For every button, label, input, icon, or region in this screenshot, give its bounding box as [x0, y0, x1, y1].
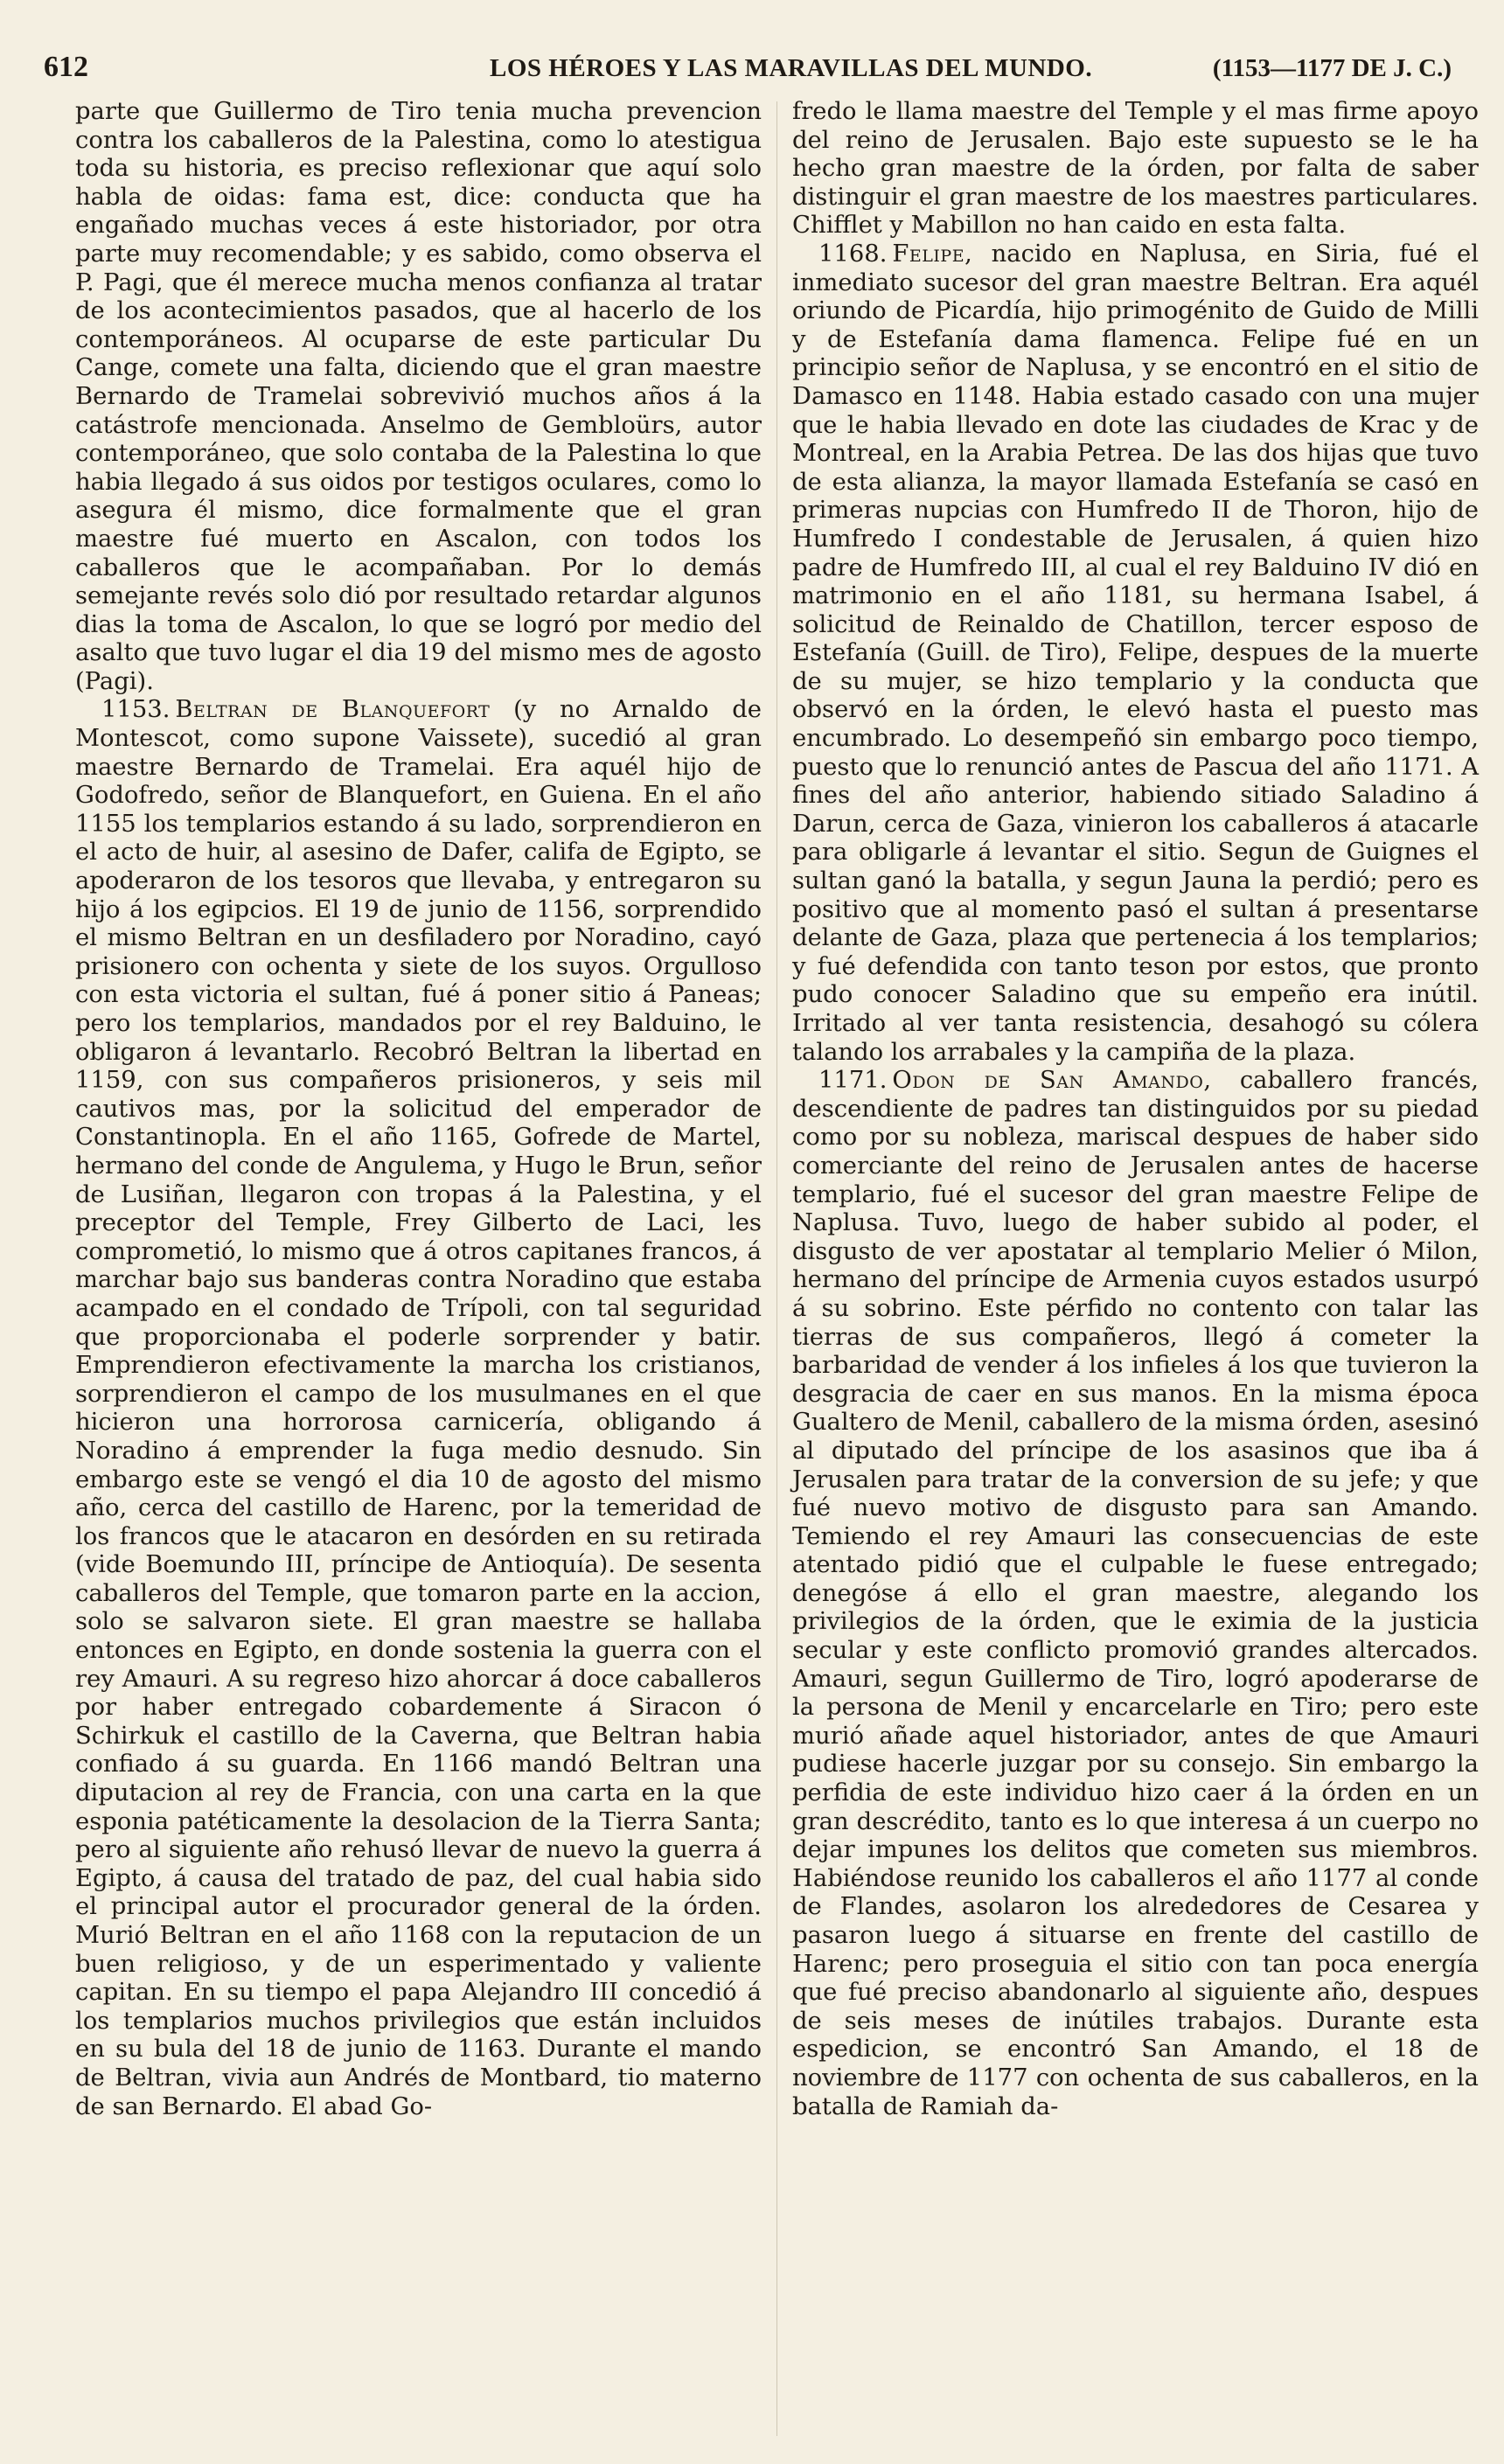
entry-year: 1168. [818, 240, 888, 268]
paragraph: parte que Guillermo de Tiro tenia mucha prevencion contra los caballeros de la Palestina, como lo atestigua toda su historia, es preciso reflexionar que aquí solo habla de oidas: fama est, dice: conducta que ha engañado muchas veces á este historiador, por otra parte muy recomendable; y es sabido, como observa el P. Pagi, que él merece mucha menos confianza al tratar de los acontecimientos pasados, que al hacerlo de los contemporáneos. Al ocuparse de este particular Du Cange, comete una falta, diciendo que el gran maestre Bernardo de Tramelai sobrevivió muchos años á la catástrofe mencionada. Anselmo de Gembloürs, autor contemporáneo, que solo contaba de la Palestina lo que habia llegado á sus oidos por testigos oculares, como lo asegura él mismo, dice formalmente que el gran maestre fué muerto en Ascalon, con todos los caballeros que le acompañaban. Por lo demás semejante revés solo dió por resultado retardar algunos dias la toma de Ascalon, lo que se logró por medio del asalto que tuvo lugar el dia 19 del mismo mes de agosto (Pagi). [75, 98, 762, 695]
entry-beltran [75, 696, 762, 2121]
page-number: 612 [44, 51, 88, 83]
paragraph: fredo le llama maestre del Temple y el mas firme apoyo del reino de Jerusalen. Bajo este supuesto se le ha hecho gran maestre de la órden, por falta de saber distinguir el gran maestre de los maestres particulares. Chifflet y Mabillon no han caido en esta falta. [792, 98, 1479, 240]
entry-text: , nacido en Naplusa, en Siria, fué el inmediato sucesor del gran maestre Beltran. Era aquél oriundo de Picardía, hijo primogénito de Guido de Milli y de Estefanía dama flamenca. Felipe fué en un principio señor de Naplusa, y se encontró en el sitio de Damasco en 1148. Habia estado casado con una mujer que le habia llevado en dote las ciudades de Krac y de Montreal, en la Arabia Petrea. De las dos hijas que tuvo de esta alianza, la mayor llamada Estefanía se casó en primeras nupcias con Humfredo II de Thoron, hijo de Humfredo I condestable de Jerusalen, á quien hizo padre de Humfredo III, al cual el rey Balduino IV dió en matrimonio en el año 1181, su hermana Isabel, á solicitud de Reinaldo de Chatillon, tercer esposo de Estefanía (Guill. de Tiro), Felipe, despues de la muerte de su mujer, se hizo templario y la conducta que observó en la órden, le elevó hasta el puesto mas encumbrado. Lo desempeñó sin embargo poco tiempo, puesto que lo renunció antes de Pascua del año 1171. A fines del año anterior, habiendo sitiado Saladino á Darun, cerca de Gaza, vinieron los caballeros á atacarle para obligarle á levantar el sitio. Segun de Guignes el sultan ganó la batalla, y segun Jauna la perdió; pero es positivo que al momento pasó el sultan á presentarse delante de Gaza, plaza que pertenecia á los templarios; y fué defendida con tanto teson por estos, que pronto pudo conocer Saladino que su empeño era inútil. Irritado al ver tanta resistencia, desahogó su cólera talando los arrabales y la campiña de la plaza. [792, 240, 1479, 1066]
entry-felipe [792, 240, 1479, 1067]
column-divider [776, 101, 777, 2436]
entry-name: Odon de San Amando [892, 1067, 1204, 1095]
entry-year: 1153. [101, 696, 171, 724]
entry-year: 1171. [818, 1067, 888, 1095]
page-header [44, 51, 1452, 89]
entry-odon [792, 1067, 1479, 2121]
entry-name: Felipe [892, 240, 965, 268]
entry-text: (y no Arnaldo de Montescot, como supone Vaissete), sucedió al gran maestre Bernardo de Tramelai. Era aquél hijo de Godofredo, señor de Blanquefort, en Guiena. En el año 1155 los templarios estando á su lado, sorprendieron en el acto de huir, al asesino de Dafer, califa de Egipto, se apoderaron de los tesoros que llevaba, y entregaron su hijo á los egipcios. El 19 de junio de 1156, sorprendido el mismo Beltran en un desfiladero por Noradino, cayó prisionero con ochenta y siete de los suyos. Orgulloso con esta victoria el sultan, fué á poner sitio á Paneas; pero los templarios, mandados por el rey Balduino, le obligaron á levantarlo. Recobró Beltran la libertad en 1159, con sus compañeros prisioneros, y seis mil cautivos mas, por la solicitud del emperador de Constantinopla. En el año 1165, Gofrede de Martel, hermano del conde de Angulema, y Hugo le Brun, señor de Lusiñan, llegaron con tropas á la Palestina, y el preceptor del Temple, Frey Gilberto de Laci, les comprometió, lo mismo que á otros capitanes francos, á marchar bajo sus banderas contra Noradino que estaba acampado en el condado de Trípoli, con tal seguridad que proporcionaba el poderle sorprender y batir. Emprendieron efectivamente la marcha los cristianos, sorprendieron el campo de los musulmanes en el que hicieron una horrorosa carnicería, obligando á Noradino á emprender la fuga medio desnudo. Sin embargo este se vengó el dia 10 de agosto del mismo año, cerca del castillo de Harenc, por la temeridad de los francos que le atacaron en desórden en su retirada (vide Boemundo III, príncipe de Antioquía). De sesenta caballeros del Temple, que tomaron parte en la accion, solo se salvaron siete. El gran maestre se hallaba entonces en Egipto, en donde sostenia la guerra con el rey Amauri. A su regreso hizo ahorcar á doce caballeros por haber entregado cobardemente á Siracon ó Schirkuk el castillo de la Caverna, que Beltran habia confiado á su guarda. En 1166 mandó Beltran una diputacion al rey de Francia, con una carta en la que esponia patéticamente la desolacion de la Tierra Santa; pero al siguiente año rehusó llevar de nuevo la guerra á Egipto, á causa del tratado de paz, del cual habia sido el principal autor el procurador general de la órden. Murió Beltran en el año 1168 con la reputacion de un buen religioso, y de un esperimentado y valiente capitan. En su tiempo el papa Alejandro III concedió á los templarios muchos privilegios que están incluidos en su bula del 18 de junio de 1163. Durante el mando de Beltran, vivia aun Andrés de Montbard, tio materno de san Bernardo. El abad Go- [75, 696, 762, 2120]
left-column [75, 98, 762, 2121]
entry-name: Beltran de Blanquefort [175, 696, 491, 724]
running-title: LOS HÉROES Y LAS MARAVILLAS DEL MUNDO. [490, 54, 1093, 82]
entry-text: , caballero francés, descendiente de padres tan distinguidos por su piedad como por su nobleza, mariscal despues de haber sido comerciante del reino de Jerusalen antes de hacerse templario, fué el sucesor del gran maestre Felipe de Naplusa. Tuvo, luego de haber subido al poder, el disgusto de ver apostatar al templario Melier ó Milon, hermano del príncipe de Armenia cuyos estados usurpó á su sobrino. Este pérfido no contento con talar las tierras de sus compañeros, llegó á cometer la barbaridad de vender á los infieles á los que tuvieron la desgracia de caer en sus manos. En la misma época Gualtero de Menil, caballero de la misma órden, asesinó al diputado del príncipe de los asasinos que iba á Jerusalen para tratar de la conversion de su jefe; y que fué nuevo motivo de disgusto para san Amando. Temiendo el rey Amauri las consecuencias de este atentado pidió que el culpable le fuese entregado; denegóse á ello el gran maestre, alegando los privilegios de la órden, que le eximia de la justicia secular y este conflicto promovió grandes altercados. Amauri, segun Guillermo de Tiro, logró apoderarse de la persona de Menil y encarcelarle en Tiro; pero este murió añade aquel historiador, antes de que Amauri pudiese hacerle juzgar por su consejo. Sin embargo la perfidia de este individuo hizo caer á la órden en un gran descrédito, tanto es lo que interesa á un cuerpo no dejar impunes los delitos que cometen sus miembros. Habiéndose reunido los caballeros el año 1177 al conde de Flandes, asolaron los alrededores de Cesarea y pasaron luego á situarse en frente del castillo de Harenc; pero proseguia el sitio con tan poca energía que fué preciso abandonarlo al siguiente año, despues de seis meses de inútiles trabajos. Durante esta espedicion, se encontró San Amando, el 18 de noviembre de 1177 con ochenta de sus caballeros, en la batalla de Ramiah da- [792, 1067, 1479, 2120]
date-range: (1153—1177 DE J. C.) [1212, 54, 1452, 82]
right-column [792, 98, 1479, 2121]
